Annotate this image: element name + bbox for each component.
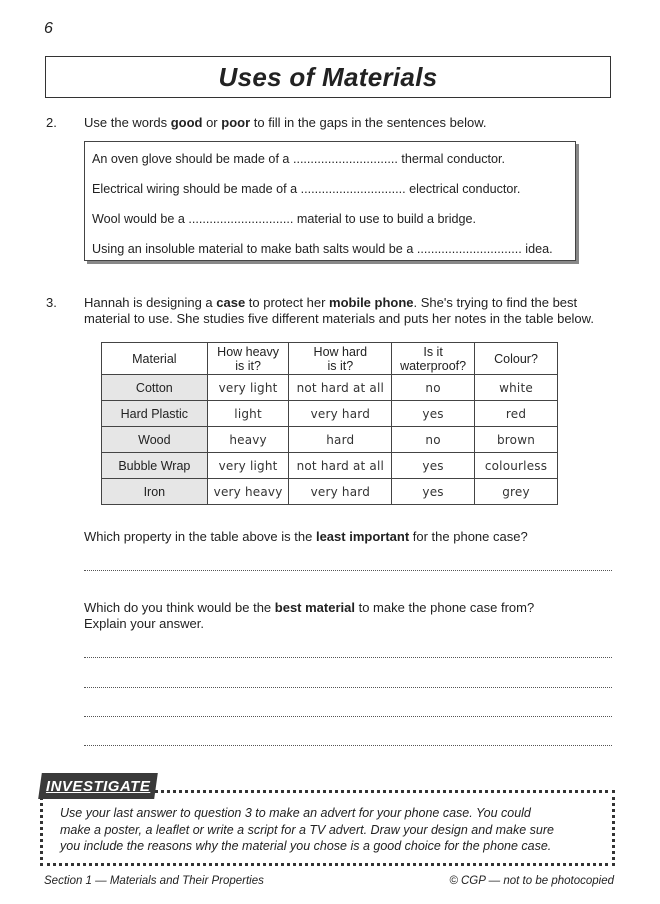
q2-word-poor: poor xyxy=(221,115,251,130)
fill-sentence[interactable]: Using an insoluble material to make bath salts would be a .............................. idea. xyxy=(92,242,553,256)
materials-table xyxy=(101,342,558,505)
row-material: Cotton xyxy=(102,375,208,401)
q3-intro-part: . She's trying to find the best xyxy=(413,295,578,310)
header-colour xyxy=(475,343,558,375)
cell-hardness: not hard at all xyxy=(289,375,392,401)
q3-word-mobile-phone: mobile phone xyxy=(329,295,414,310)
cell-colour: white xyxy=(475,375,558,401)
fill-sentence[interactable]: An oven glove should be made of a .............................. thermal conductor. xyxy=(92,152,506,166)
q3a-part: Which property in the table above is the xyxy=(84,529,316,544)
investigate-line: you include the reasons why the material you chose is a good choice for the phone case. xyxy=(60,839,552,853)
q3-sub-b xyxy=(84,600,534,632)
q3b-line2: Explain your answer. xyxy=(84,616,204,631)
table-row xyxy=(102,427,558,453)
answer-line[interactable] xyxy=(84,657,612,658)
row-material: Bubble Wrap xyxy=(102,453,208,479)
footer-copyright: © CGP — not to be photocopied xyxy=(449,875,614,887)
page-number: 6 xyxy=(44,20,53,37)
cell-hardness: not hard at all xyxy=(289,453,392,479)
header-text: is it? xyxy=(327,358,354,373)
cell-hardness: hard xyxy=(289,427,392,453)
row-material: Wood xyxy=(102,427,208,453)
cell-waterproof: no xyxy=(392,427,475,453)
q3-intro-line2: material to use. She studies five different materials and puts her notes in the table below. xyxy=(84,311,594,326)
q2-instruction xyxy=(84,115,486,131)
cell-hardness: very hard xyxy=(289,479,392,505)
q3b-best-material: best material xyxy=(274,600,355,615)
header-text: is it? xyxy=(235,358,261,373)
cell-weight: light xyxy=(207,401,289,427)
answer-line[interactable] xyxy=(84,570,612,571)
table-header-row xyxy=(102,343,558,375)
fill-sentence[interactable]: Wool would be a .............................. material to use to build a bridge. xyxy=(92,212,477,226)
footer-section: Section 1 — Materials and Their Properties xyxy=(44,875,264,887)
header-material xyxy=(102,343,208,375)
q2-word-good: good xyxy=(170,115,203,130)
investigate-line: make a poster, a leaflet or write a script for a TV advert. Draw your design and make sure xyxy=(60,822,554,837)
fill-in-box xyxy=(84,141,576,261)
q2-instr-part: Use the words xyxy=(84,115,171,130)
row-material: Hard Plastic xyxy=(102,401,208,427)
cell-weight: very light xyxy=(207,375,289,401)
row-material: Iron xyxy=(102,479,208,505)
q3b-part: Which do you think would be the xyxy=(84,600,275,615)
answer-line[interactable] xyxy=(84,716,612,717)
title-box xyxy=(45,56,611,98)
answer-line[interactable] xyxy=(84,745,612,746)
cell-waterproof: yes xyxy=(392,401,475,427)
table-row xyxy=(102,401,558,427)
q3-word-case: case xyxy=(216,295,246,310)
q2-number: 2. xyxy=(46,115,57,130)
investigate-label-text: INVESTIGATE xyxy=(45,777,151,795)
table-row xyxy=(102,479,558,505)
answer-line[interactable] xyxy=(84,687,612,688)
cell-waterproof: yes xyxy=(392,479,475,505)
q3-intro-part: to protect her xyxy=(245,295,330,310)
table-row xyxy=(102,375,558,401)
q3a-least-important: least important xyxy=(315,529,410,544)
header-text: waterproof? xyxy=(400,358,467,373)
header-waterproof xyxy=(392,343,475,375)
q3-intro-part: Hannah is designing a xyxy=(84,295,217,310)
header-how-heavy xyxy=(207,343,289,375)
q3-number: 3. xyxy=(46,295,57,310)
cell-weight: heavy xyxy=(207,427,289,453)
header-text: Colour? xyxy=(494,351,538,366)
header-text: Material xyxy=(132,351,177,366)
q3a-part: for the phone case? xyxy=(409,529,528,544)
q2-instr-part: or xyxy=(202,115,222,130)
cell-colour: grey xyxy=(475,479,558,505)
cell-colour: red xyxy=(475,401,558,427)
q3-sub-a xyxy=(84,529,528,545)
cell-waterproof: yes xyxy=(392,453,475,479)
q2-instr-part: to fill in the gaps in the sentences below. xyxy=(250,115,487,130)
investigate-line: Use your last answer to question 3 to make an advert for your phone case. You could xyxy=(60,806,531,820)
cell-waterproof: no xyxy=(392,375,475,401)
investigate-label xyxy=(38,773,158,799)
cell-weight: very heavy xyxy=(207,479,289,505)
cell-weight: very light xyxy=(207,453,289,479)
header-text: How heavy xyxy=(217,344,280,359)
q3b-part: to make the phone case from? xyxy=(354,600,535,615)
cell-hardness: very hard xyxy=(289,401,392,427)
fill-sentence[interactable]: Electrical wiring should be made of a .............................. electrical conductor. xyxy=(92,182,521,196)
table-row xyxy=(102,453,558,479)
q3-intro xyxy=(84,295,594,327)
cell-colour: brown xyxy=(475,427,558,453)
page-title: Uses of Materials xyxy=(218,61,438,92)
cell-colour: colourless xyxy=(475,453,558,479)
investigate-text xyxy=(60,805,605,855)
header-text: How hard xyxy=(313,344,368,359)
header-how-hard xyxy=(289,343,392,375)
header-text: Is it xyxy=(423,344,443,359)
